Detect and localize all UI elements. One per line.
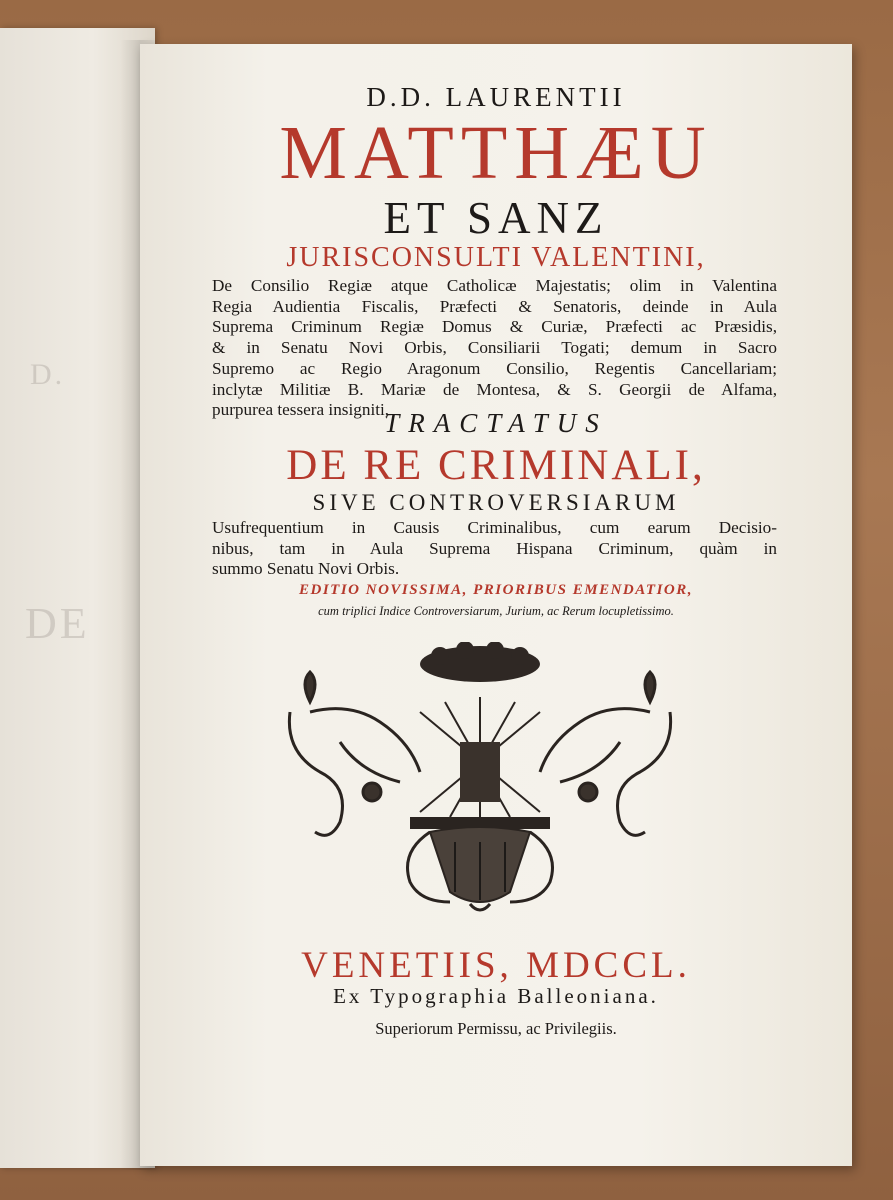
work-title: DE RE CRIMINALI,	[286, 442, 706, 489]
imprint-permission: Superiorum Permissu, ac Privilegiis.	[375, 1019, 617, 1038]
printers-ornament	[280, 642, 680, 920]
description-line: nibus, tam in Aula Suprema Hispana Criminum, quàm in	[212, 538, 777, 558]
work-subtitle: SIVE CONTROVERSIARUM	[312, 490, 680, 515]
work-label: TRACTATUS	[384, 408, 608, 438]
credentials-line: purpurea tessera insigniti,	[212, 400, 390, 420]
imprint-place-date: VENETIIS, MDCCL.	[301, 945, 691, 986]
index-statement: cum triplici Indice Controversiarum, Jurium, ac Rerum locupletissimo.	[318, 604, 674, 618]
credentials-line: inclytæ Militiæ B. Mariæ de Montesa, & S. Georgii de Alfama,	[212, 379, 777, 399]
author-first-line: D.D. LAURENTII	[366, 82, 626, 112]
imprint-printer: Ex Typographia Balleoniana.	[333, 984, 659, 1008]
description-line: summo Senatu Novi Orbis.	[212, 559, 400, 578]
title-page	[140, 44, 852, 1166]
credentials-line: Regia Audientia Fiscalis, Præfecti & Senatoris, deinde in Aula	[212, 296, 777, 316]
credentials-line: & in Senatu Novi Orbis, Consiliarii Togati; demum in Sacro	[212, 338, 777, 358]
bleed-through-ghost-d: D.	[30, 358, 66, 391]
credentials-line: Suprema Criminum Regiæ Domus & Curiæ, Præfecti ac Præsidis,	[212, 317, 777, 337]
edition-statement: EDITIO NOVISSIMA, PRIORIBUS EMENDATIOR,	[298, 582, 693, 598]
bleed-through-ghost-de: DE	[25, 599, 90, 648]
author-surname-2: ET SANZ	[383, 193, 609, 243]
author-title: JURISCONSULTI VALENTINI,	[286, 242, 706, 273]
credentials-line: Supremo ac Regio Aragonum Consilio, Regentis Cancellariam;	[212, 358, 777, 378]
author-credentials	[212, 276, 777, 421]
author-surname: MATTHÆU	[279, 111, 713, 195]
credentials-line: De Consilio Regiæ atque Catholicæ Majestatis; olim in Valentina	[212, 276, 777, 295]
description-line: Usufrequentium in Causis Criminalibus, cum earum Decisio-	[212, 518, 777, 537]
work-description	[212, 518, 777, 580]
